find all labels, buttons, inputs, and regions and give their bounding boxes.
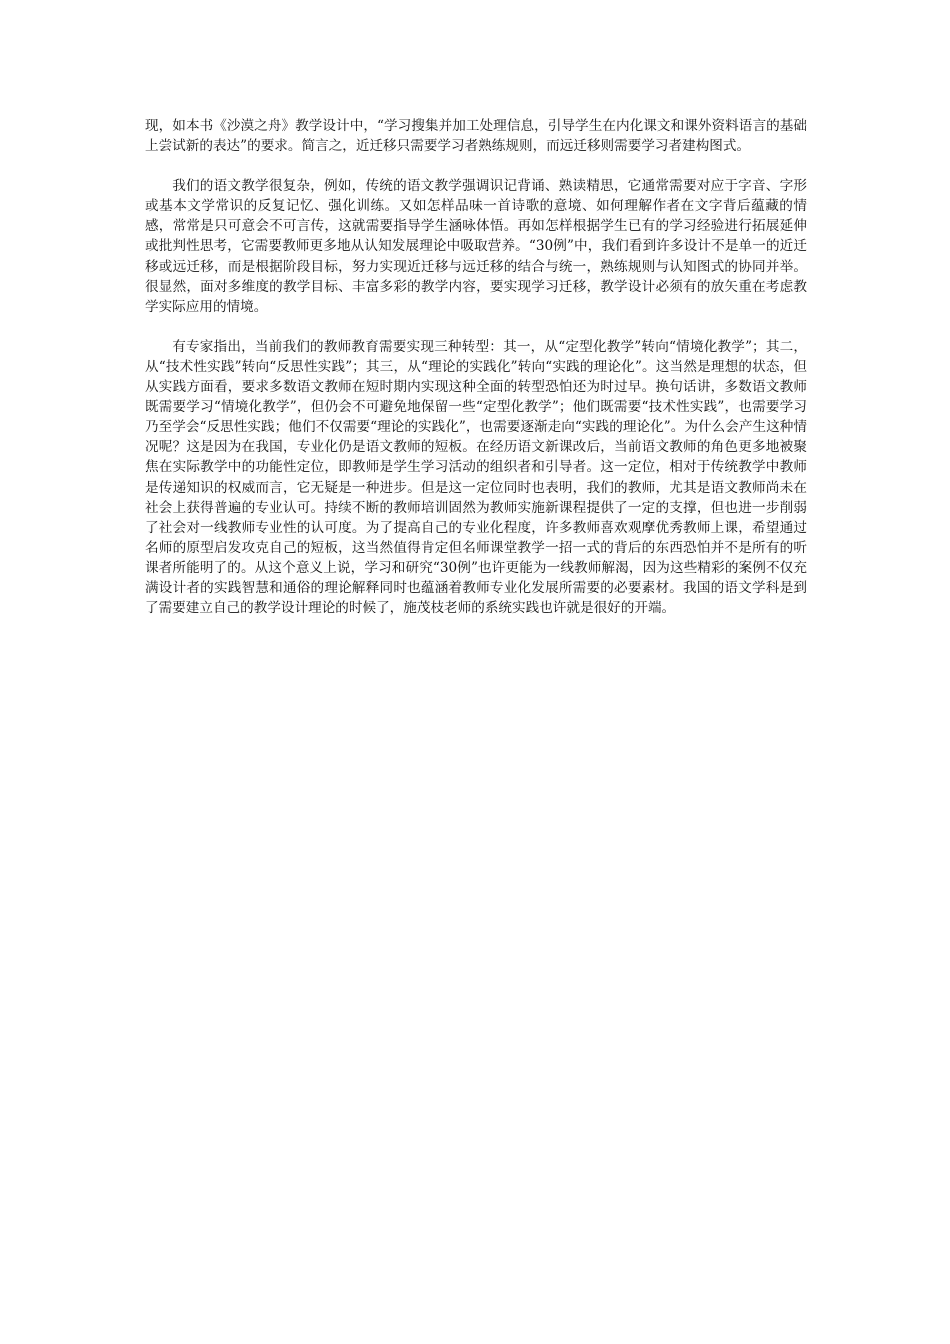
paragraph-1: 现，如本书《沙漠之舟》教学设计中，“学习搜集并加工处理信息，引导学生在内化课文和课外资料语言的基础上尝试新的表达”的要求。简言之，近迁移只需要学习者熟练规则，而远迁移则需要学习者建构图式。 [145, 118, 807, 155]
paragraph-gap [145, 156, 807, 176]
paragraph-gap [145, 317, 807, 337]
paragraph-2: 我们的语文教学很复杂，例如，传统的语文教学强调识记背诵、熟读精思，它通常需要对应于字音、字形或基本文学常识的反复记忆、强化训练。又如怎样品味一首诗歌的意境、如何理解作者在文字背后蕴藏的情感，常常是只可意会不可言传，这就需要指导学生涵咏体悟。再如怎样根据学生已有的学习经验进行拓展延伸或批判性思考，它需要教师更多地从认知发展理论中吸取营养。“30例”中，我们看到许多设计不是单一的近迁移或远迁移，而是根据阶段目标，努力实现近迁移与远迁移的结合与统一，熟练规则与认知图式的协同并举。很显然，面对多维度的教学目标、丰富多彩的教学内容，要实现学习迁移，教学设计必须有的放矢重在考虑教学实际应用的情境。 [145, 178, 807, 315]
paragraph-3: 有专家指出，当前我们的教师教育需要实现三种转型：其一，从“定型化教学”转向“情境化教学”；其二，从“技术性实践”转向“反思性实践”；其三，从“理论的实践化”转向“实践的理论化”。这当然是理想的状态，但从实践方面看，要求多数语文教师在短时期内实现这种全面的转型恐怕还为时过早。换句话讲，多数语文教师既需要学习“情境化教学”，但仍会不可避免地保留一些“定型化教学”；他们既需要“技术性实践”，也需要学习乃至学会“反思性实践；他们不仅需要“理论的实践化”，也需要逐渐走向“实践的理论化”。为什么会产生这种情况呢？这是因为在我国，专业化仍是语文教师的短板。在经历语文新课改后，当前语文教师的角色更多地被聚焦在实际教学中的功能性定位，即教师是学生学习活动的组织者和引导者。这一定位，相对于传统教学中教师是传递知识的权威而言，它无疑是一种进步。但是这一定位同时也表明，我们的教师，尤其是语文教师尚未在社会上获得普遍的专业认可。持续不断的教师培训固然为教师实施新课程提供了一定的支撑，但也进一步削弱了社会对一线教师专业性的认可度。为了提高自己的专业化程度，许多教师喜欢观摩优秀教师上课，希望通过名师的原型启发攻克自己的短板，这当然值得肯定但名师课堂教学一招一式的背后的东西恐怕并不是所有的听课者所能明了的。从这个意义上说，学习和研究“30例”也许更能为一线教师解渴，因为这些精彩的案例不仅充满设计者的实践智慧和通俗的理论解释同时也蕴涵着教师专业化发展所需要的必要素材。我国的语文学科是到了需要建立自己的教学设计理论的时候了，施茂枝老师的系统实践也许就是很好的开端。 [145, 338, 807, 617]
document-body [145, 116, 807, 618]
